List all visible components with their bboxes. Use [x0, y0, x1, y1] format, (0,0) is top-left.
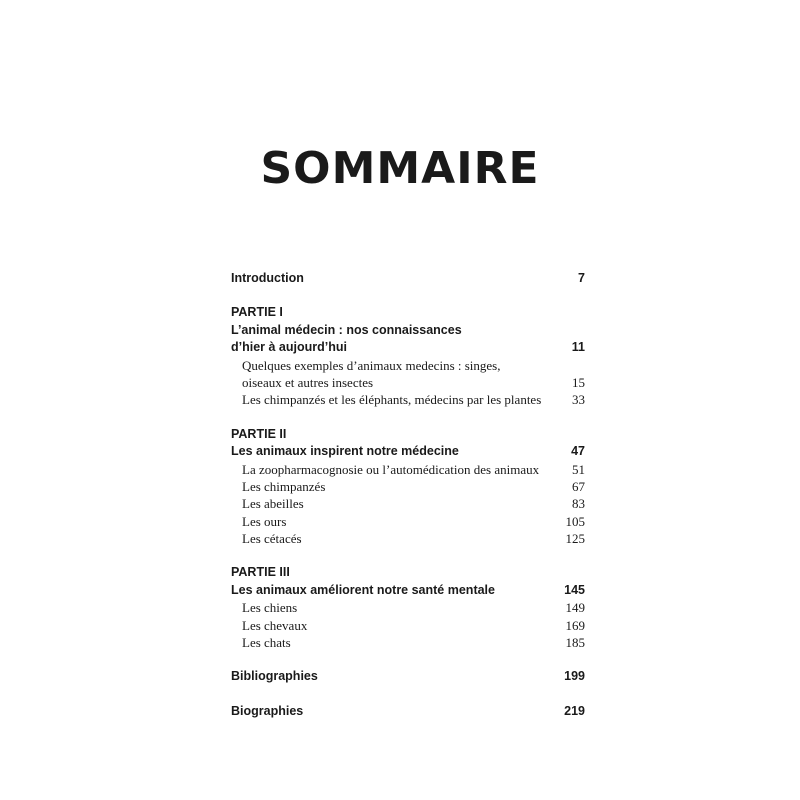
- toc-subentry[interactable]: [231, 478, 585, 495]
- toc-subentry[interactable]: [231, 495, 585, 512]
- part-title-1-line2[interactable]: [231, 339, 585, 356]
- toc-entry-label: Introduction: [231, 271, 304, 285]
- toc-entry-page: 11: [571, 340, 585, 355]
- toc-entry-page: 15: [572, 374, 585, 390]
- part-heading-3: [231, 564, 585, 581]
- toc-subentry[interactable]: [231, 461, 585, 478]
- part-heading-label: PARTIE III: [231, 565, 290, 580]
- toc-entry-page: 7: [578, 271, 585, 285]
- page-title: SOMMAIRE: [260, 143, 540, 194]
- toc-subentry[interactable]: [231, 513, 585, 530]
- toc-entry-page: 67: [572, 478, 585, 494]
- toc-entry-label: Quelques exemples d’animaux medecins : singes,: [242, 357, 501, 373]
- part-heading-label: PARTIE I: [231, 305, 283, 320]
- toc-entry-label: Les chimpanzés et les éléphants, médecins par les plantes: [242, 392, 542, 408]
- toc-entry-biographies[interactable]: [231, 703, 585, 720]
- part-heading-label: PARTIE II: [231, 426, 287, 441]
- part-title-text: Les animaux inspirent notre médecine: [231, 444, 459, 459]
- toc-subentry[interactable]: [231, 530, 585, 547]
- toc-entry-label: Bibliographies: [231, 669, 318, 684]
- part-heading-1: [231, 304, 585, 321]
- toc-subentry[interactable]: [231, 374, 585, 391]
- part-title-3[interactable]: [231, 582, 585, 599]
- toc-subentry[interactable]: [231, 634, 585, 651]
- toc-entry-label: Les chats: [242, 635, 291, 651]
- toc-entry-bibliographies[interactable]: [231, 668, 585, 685]
- toc-subentry[interactable]: [231, 391, 585, 408]
- toc-entry-introduction[interactable]: [231, 270, 585, 287]
- toc-entry-page: 47: [571, 444, 585, 459]
- toc-entry-label: oiseaux et autres insectes: [242, 374, 374, 390]
- toc-entry-page: 51: [572, 461, 585, 477]
- toc-subentry[interactable]: [231, 617, 585, 634]
- toc-entry-page: 219: [564, 703, 585, 718]
- toc-entry-page: 185: [565, 635, 585, 651]
- toc-entry-label: Les chevaux: [242, 617, 308, 633]
- toc-entry-label: Les cétacés: [242, 531, 302, 547]
- part-title-text: L’animal médecin : nos connaissances: [231, 322, 462, 337]
- part-title-1-line1[interactable]: [231, 322, 585, 339]
- toc-entry-label: Les chiens: [242, 600, 298, 616]
- toc-entry-page: 199: [564, 669, 585, 684]
- part-heading-2: [231, 426, 585, 443]
- toc-entry-page: 145: [564, 582, 585, 597]
- toc-entry-label: Les abeilles: [242, 496, 304, 512]
- toc-entry-page: 149: [565, 600, 585, 616]
- toc-entry-label: Les ours: [242, 513, 287, 529]
- part-title-text: Les animaux améliorent notre santé mentale: [231, 582, 495, 597]
- table-of-contents: [231, 270, 585, 720]
- part-title-2[interactable]: [231, 443, 585, 460]
- part-title-text: d’hier à aujourd’hui: [231, 340, 347, 355]
- toc-entry-page: 33: [572, 392, 585, 408]
- toc-entry-page: 125: [565, 531, 585, 547]
- toc-subentry[interactable]: [231, 357, 585, 374]
- toc-entry-page: 83: [572, 496, 585, 512]
- toc-subentry[interactable]: [231, 599, 585, 616]
- toc-entry-page: 105: [565, 513, 585, 529]
- toc-entry-label: La zoopharmacognosie ou l’automédication des animaux: [242, 461, 540, 477]
- toc-entry-label: Les chimpanzés: [242, 478, 326, 494]
- toc-entry-label: Biographies: [231, 703, 304, 718]
- toc-entry-page: 169: [565, 617, 585, 633]
